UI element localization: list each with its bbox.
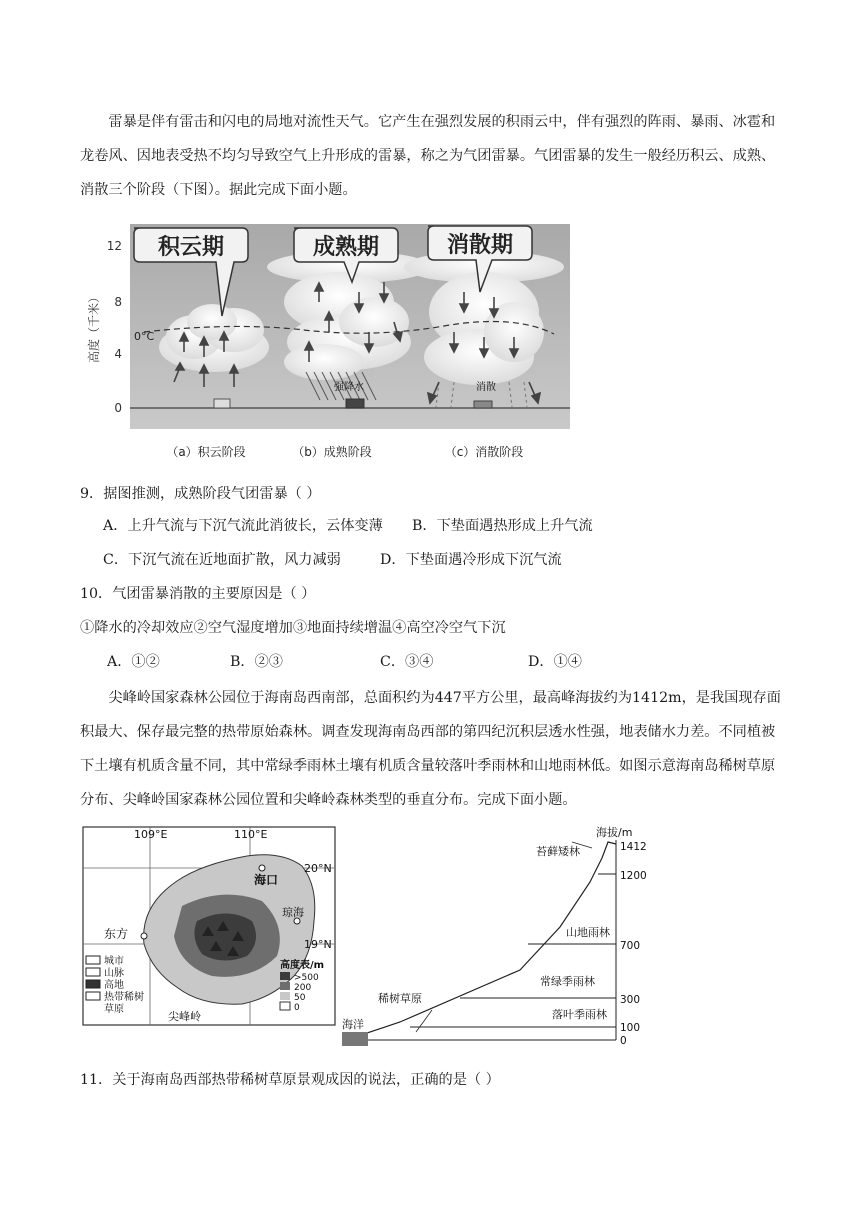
- q10-stem: 10．气团雷暴消散的主要原因是（ ）: [80, 586, 316, 602]
- caption-b: （b）成熟阶段: [292, 445, 372, 459]
- thunderstorm-figure: [84, 222, 574, 467]
- lon-109: 109°E: [134, 828, 168, 841]
- q9-option-d[interactable]: D．下垫面遇冷形成下沉气流: [380, 552, 562, 568]
- legend-mountain: 山脉: [104, 968, 124, 979]
- q10-option-b[interactable]: B．②③: [230, 654, 283, 670]
- jianfeng-label: 尖峰岭: [168, 1010, 201, 1023]
- forest-profile: [340, 822, 670, 1048]
- legend-city: 城市: [104, 956, 124, 967]
- freezing-label: 0°C: [134, 330, 155, 343]
- dissipate-label: 消散: [476, 382, 496, 393]
- heavy-rain-label: 强降水: [334, 382, 364, 393]
- qionghai-label: 琼海: [282, 906, 304, 919]
- y-tick-8: 8: [114, 295, 122, 309]
- tick-1412: 1412: [620, 841, 647, 853]
- elev-500: >500: [294, 973, 319, 983]
- zone-mountain-rainforest: 山地雨林: [566, 926, 610, 939]
- caption-c: （c）消散阶段: [444, 445, 524, 459]
- zone-evergreen-monsoon-forest: 常绿季雨林: [540, 975, 595, 988]
- zone-ocean: 海洋: [342, 1018, 364, 1031]
- tick-300: 300: [620, 994, 641, 1006]
- forest-profile-svg: [340, 822, 670, 1048]
- caption-a: （a）积云阶段: [166, 445, 246, 459]
- q10-items: ①降水的冷却效应②空气湿度增加③地面持续增温④高空冷空气下沉: [80, 620, 506, 636]
- tick-700: 700: [620, 940, 641, 952]
- q9-option-a[interactable]: A．上升气流与下沉气流此消彼长，云体变薄: [103, 518, 383, 534]
- q11-stem: 11．关于海南岛西部热带稀树草原景观成因的说法，正确的是（ ）: [80, 1072, 500, 1088]
- q10-option-a[interactable]: A．①②: [107, 654, 160, 670]
- hainan-map: [82, 826, 336, 1026]
- elev-50: 50: [294, 993, 306, 1003]
- y-tick-0: 0: [114, 401, 122, 415]
- dongfang-city-icon: [141, 933, 147, 939]
- zone-savanna: 稀树草原: [378, 992, 422, 1005]
- high-mountain-area: [194, 914, 256, 961]
- elev-title: 高度表/m: [280, 960, 325, 971]
- legend-savanna-1: 热带稀树: [104, 992, 144, 1003]
- dongfang-label: 东方: [104, 927, 129, 941]
- lat-19: 19°N: [304, 938, 332, 951]
- lat-20: 20°N: [304, 862, 332, 875]
- ocean-block: [342, 1032, 368, 1046]
- tick-1200: 1200: [620, 870, 647, 882]
- house-b: [346, 399, 364, 408]
- stage-title-cumulus: 积云期: [157, 235, 225, 260]
- profile-y-title: 海拔/m: [596, 826, 633, 839]
- intro-paragraph-1: 雷暴是伴有雷击和闪电的局地对流性天气。它产生在强烈发展的积雨云中，伴有强烈的阵雨、暴雨、冰雹和龙卷风、因地表受热不均匀导致空气上升形成的雷暴，称之为气团雷暴。气团雷暴的发生一般经历积云、成熟、消散三个阶段（下图）。据此完成下面小题。: [80, 114, 776, 198]
- house-c: [474, 401, 492, 408]
- y-axis-label: 高度（千米）: [87, 290, 101, 364]
- q10-option-c[interactable]: C．③④: [380, 654, 434, 670]
- y-tick-4: 4: [114, 347, 122, 361]
- lon-110: 110°E: [234, 828, 268, 841]
- q9-stem: 9．据图推测，成熟阶段气团雷暴（ ）: [80, 486, 321, 502]
- zone-moss-dwarf-forest: 苔藓矮林: [536, 845, 580, 858]
- elev-0: 0: [294, 1003, 300, 1013]
- stage-title-mature: 成熟期: [312, 235, 380, 260]
- tick-0: 0: [620, 1035, 627, 1047]
- elev-200: 200: [294, 983, 312, 993]
- hainan-map-svg: [82, 826, 336, 1026]
- thunderstorm-diagram: [84, 222, 574, 467]
- haikou-city-icon: [259, 865, 265, 871]
- house-a: [214, 399, 230, 408]
- q9-option-b[interactable]: B．下垫面遇热形成上升气流: [412, 518, 593, 534]
- zone-deciduous-monsoon-forest: 落叶季雨林: [552, 1008, 607, 1021]
- q9-option-c[interactable]: C．下沉气流在近地面扩散，风力减弱: [103, 552, 341, 568]
- tick-100: 100: [620, 1022, 641, 1034]
- stage-title-dissipating: 消散期: [446, 233, 514, 258]
- q10-option-d[interactable]: D．①④: [528, 654, 582, 670]
- intro-paragraph-2: 尖峰岭国家森林公园位于海南岛西南部，总面积约为447平方公里，最高峰海拔约为1412m，是我国现存面积最大、保存最完整的热带原始森林。调查发现海南岛西部的第四纪沉积层透水性强，地表储水力差。不同植被下土壤有机质含量不同，其中常绿季雨林土壤有机质含量较落叶季雨林和山地雨林低。如图示意海南岛稀树草原分布、尖峰岭国家森林公园位置和尖峰岭森林类型的垂直分布。完成下面小题。: [80, 690, 781, 808]
- y-tick-12: 12: [106, 239, 122, 253]
- legend-highland: 高地: [104, 980, 124, 991]
- haikou-label: 海口: [254, 873, 279, 887]
- legend-savanna-2: 草原: [104, 1004, 124, 1015]
